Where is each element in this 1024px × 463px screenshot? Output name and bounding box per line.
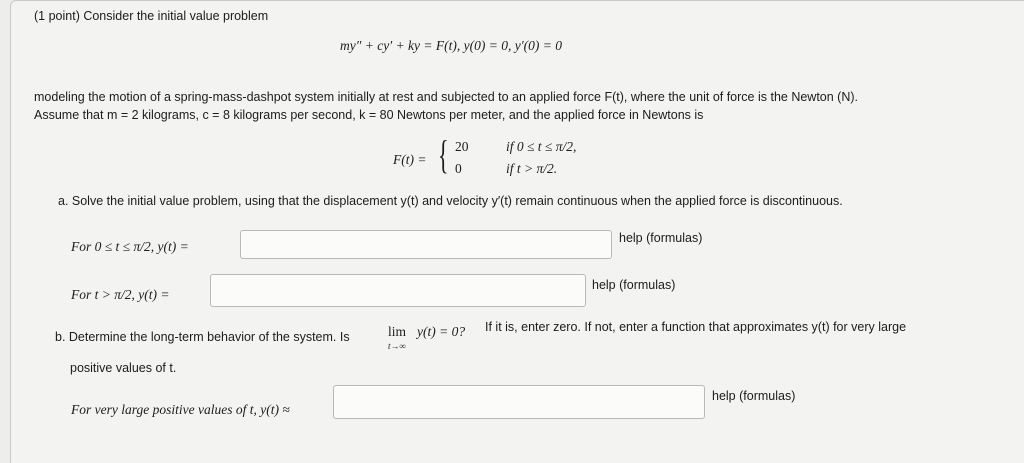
- part-a-label-1: For 0 ≤ t ≤ π/2, y(t) =: [71, 239, 189, 254]
- ode-equation: my″ + cy′ + ky = F(t), y(0) = 0, y′(0) = 0: [340, 38, 562, 53]
- part-b-help-link[interactable]: help (formulas): [712, 389, 796, 403]
- limit-expression: y(t) = 0?: [417, 324, 466, 339]
- part-b-instruction-line-2: positive values of t.: [70, 361, 177, 375]
- part-a-answer-2-input[interactable]: [210, 274, 586, 307]
- part-b-label: For very large positive values of t, y(t) ≈: [71, 402, 290, 417]
- part-b-answer-input[interactable]: [333, 385, 705, 419]
- part-b-instruction-start: b. Determine the long-term behavior of the system. Is: [55, 330, 350, 344]
- case-2-condition: if t > π/2.: [506, 161, 558, 176]
- case-1-condition: if 0 ≤ t ≤ π/2,: [506, 139, 577, 154]
- part-a-label-2: For t > π/2, y(t) =: [71, 287, 170, 302]
- limit-subscript: t→∞: [388, 341, 406, 351]
- left-brace-icon: {: [438, 132, 449, 177]
- limit-operator: lim: [388, 324, 407, 339]
- force-lhs: F(t) =: [393, 152, 427, 167]
- part-a-help-link-2[interactable]: help (formulas): [592, 278, 676, 292]
- part-a-answer-1-input[interactable]: [240, 230, 612, 259]
- part-a-help-link-1[interactable]: help (formulas): [619, 231, 703, 245]
- case-1-value: 20: [455, 139, 469, 154]
- part-b-instruction-end: If it is, enter zero. If not, enter a function that approximates y(t) for very large: [485, 320, 907, 334]
- description-line-1: modeling the motion of a spring-mass-dashpot system initially at rest and subjected to an applied force F(t), where the unit of force is the Newton (N).: [34, 90, 859, 104]
- problem-header: (1 point) Consider the initial value problem: [34, 9, 269, 23]
- case-2-value: 0: [455, 161, 462, 176]
- description-line-2: Assume that m = 2 kilograms, c = 8 kilograms per second, k = 80 Newtons per meter, and the applied force in Newtons is: [34, 108, 704, 122]
- part-a-instruction: a. Solve the initial value problem, using that the displacement y(t) and velocity y′(t) remain continuous when the applied force is discontinuous.: [58, 194, 843, 208]
